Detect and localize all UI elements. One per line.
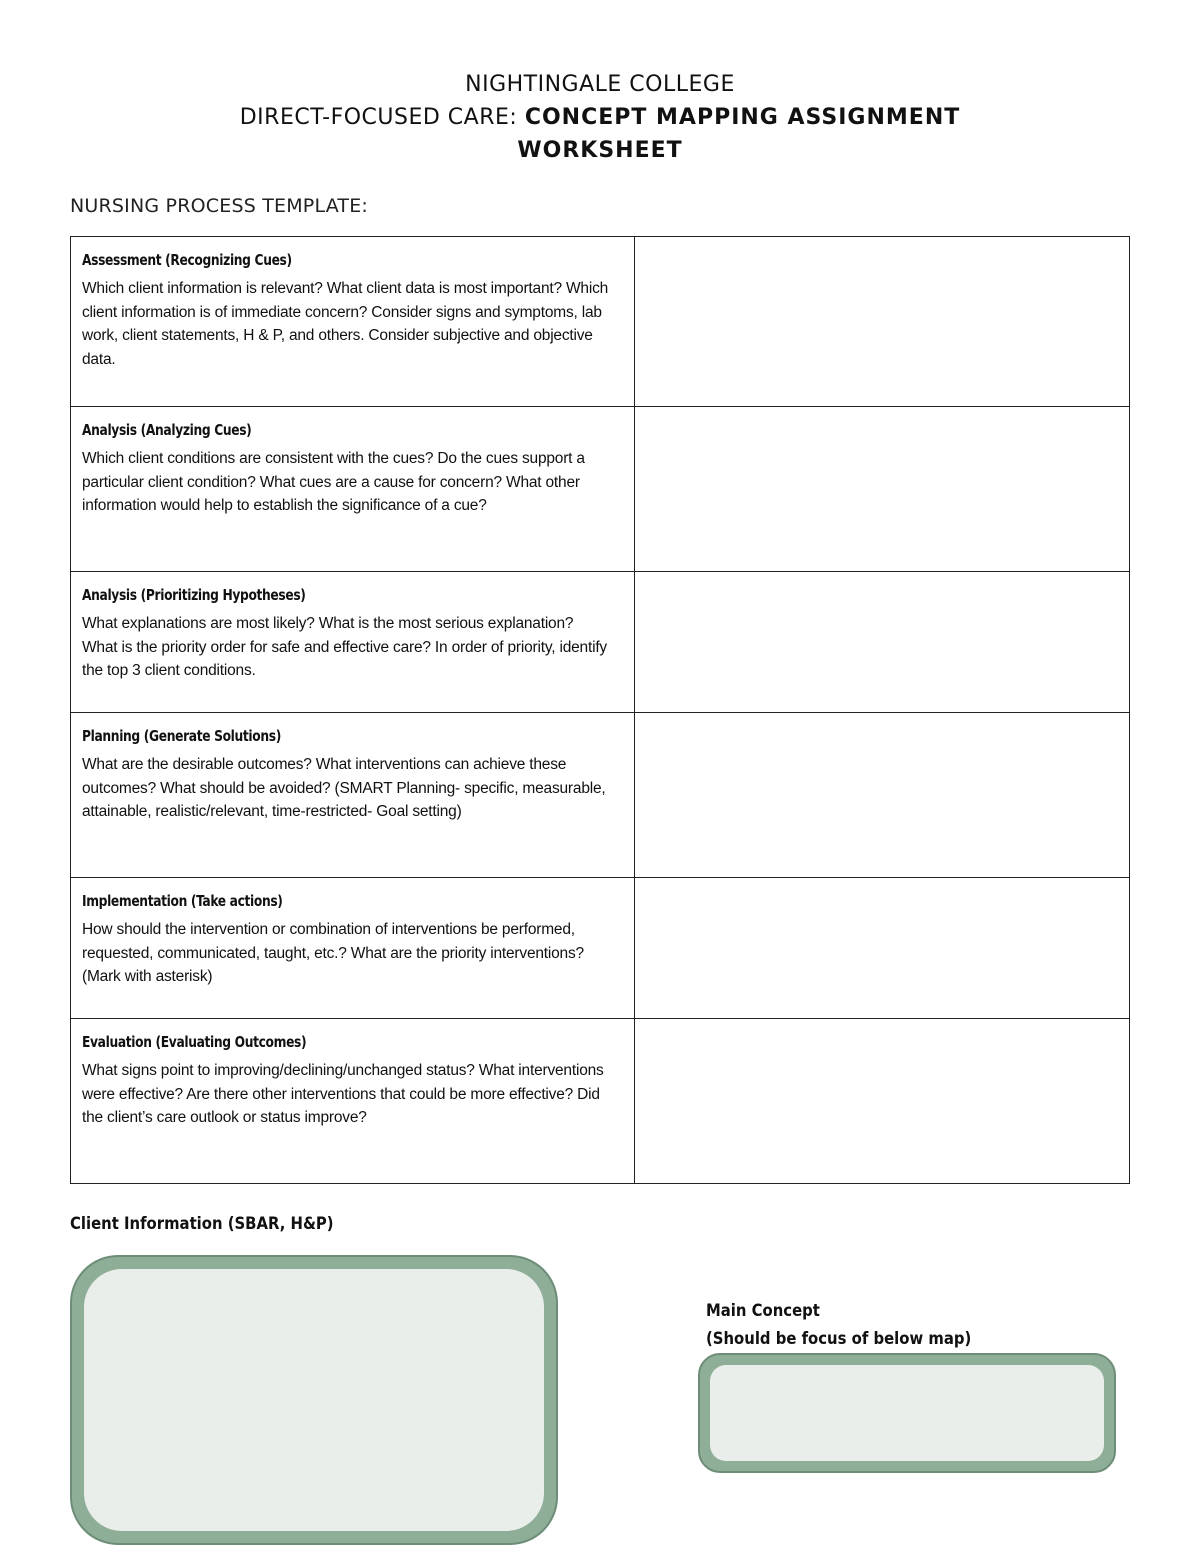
nursing-process-table [70,236,1130,1184]
table-row [71,1019,1130,1184]
row-prompt: What explanations are most likely? What is the most serious explanation? What is the priority order for safe and effective care? In order of priority, identify the top 3 client conditions. [82,615,607,679]
nursing-process-template-label: NURSING PROCESS TEMPLATE: [70,195,369,217]
row-title: Analysis (Analyzing Cues) [82,421,252,439]
prompt-cell [71,1019,635,1184]
table-row [71,237,1130,407]
course-title-plain: DIRECT-FOCUSED CARE: [239,105,525,130]
row-prompt: Which client conditions are consistent with the cues? Do the cues support a particular client condition? What cues are a cause for concern? What other information would help to establish the significance of a cue? [82,450,585,514]
prompt-cell [71,572,635,713]
answer-cell[interactable] [635,1019,1130,1184]
course-title [0,101,1200,134]
main-concept-box[interactable] [698,1353,1116,1473]
answer-cell[interactable] [635,407,1130,572]
prompt-cell [71,878,635,1019]
client-information-label: Client Information (SBAR, H&P) [70,1214,334,1233]
answer-cell[interactable] [635,713,1130,878]
answer-cell[interactable] [635,572,1130,713]
main-concept-label [706,1297,971,1353]
main-concept-field[interactable] [710,1365,1104,1461]
main-concept-title: Main Concept [706,1301,820,1320]
prompt-cell [71,237,635,407]
college-name: NIGHTINGALE COLLEGE [465,72,735,97]
row-prompt: How should the intervention or combination of interventions be performed, requested, communicated, taught, etc.? What are the priority interventions? (Mark with asterisk) [82,921,584,985]
row-title: Assessment (Recognizing Cues) [82,251,292,269]
row-prompt: What are the desirable outcomes? What interventions can achieve these outcomes? What should be avoided? (SMART Planning- specific, measurable, attainable, realistic/relevant, time-restricted- Goal setting) [82,756,606,820]
answer-cell[interactable] [635,237,1130,407]
row-prompt: Which client information is relevant? What client data is most important? Which client information is of immediate concern? Consider signs and symptoms, lab work, client statements, H & P, and others. Consider subjective and objective data. [82,280,609,368]
row-title: Evaluation (Evaluating Outcomes) [82,1033,307,1051]
table-row [71,878,1130,1019]
course-title-bold: CONCEPT MAPPING ASSIGNMENT [524,105,961,130]
answer-cell[interactable] [635,878,1130,1019]
main-concept-subtitle: (Should be focus of below map) [706,1329,972,1348]
document-header [0,68,1200,167]
client-information-box[interactable] [70,1255,558,1545]
row-title: Planning (Generate Solutions) [82,727,281,745]
client-information-field[interactable] [84,1269,544,1531]
prompt-cell [71,407,635,572]
row-title: Implementation (Take actions) [82,892,283,910]
table-row [71,572,1130,713]
worksheet-title: WORKSHEET [517,138,683,163]
row-prompt: What signs point to improving/declining/unchanged status? What interventions were effective? Are there other interventions that could be more effective? Did the client’s care outlook or status improve? [82,1062,604,1126]
prompt-cell [71,713,635,878]
table-row [71,713,1130,878]
table-row [71,407,1130,572]
row-title: Analysis (Prioritizing Hypotheses) [82,586,306,604]
